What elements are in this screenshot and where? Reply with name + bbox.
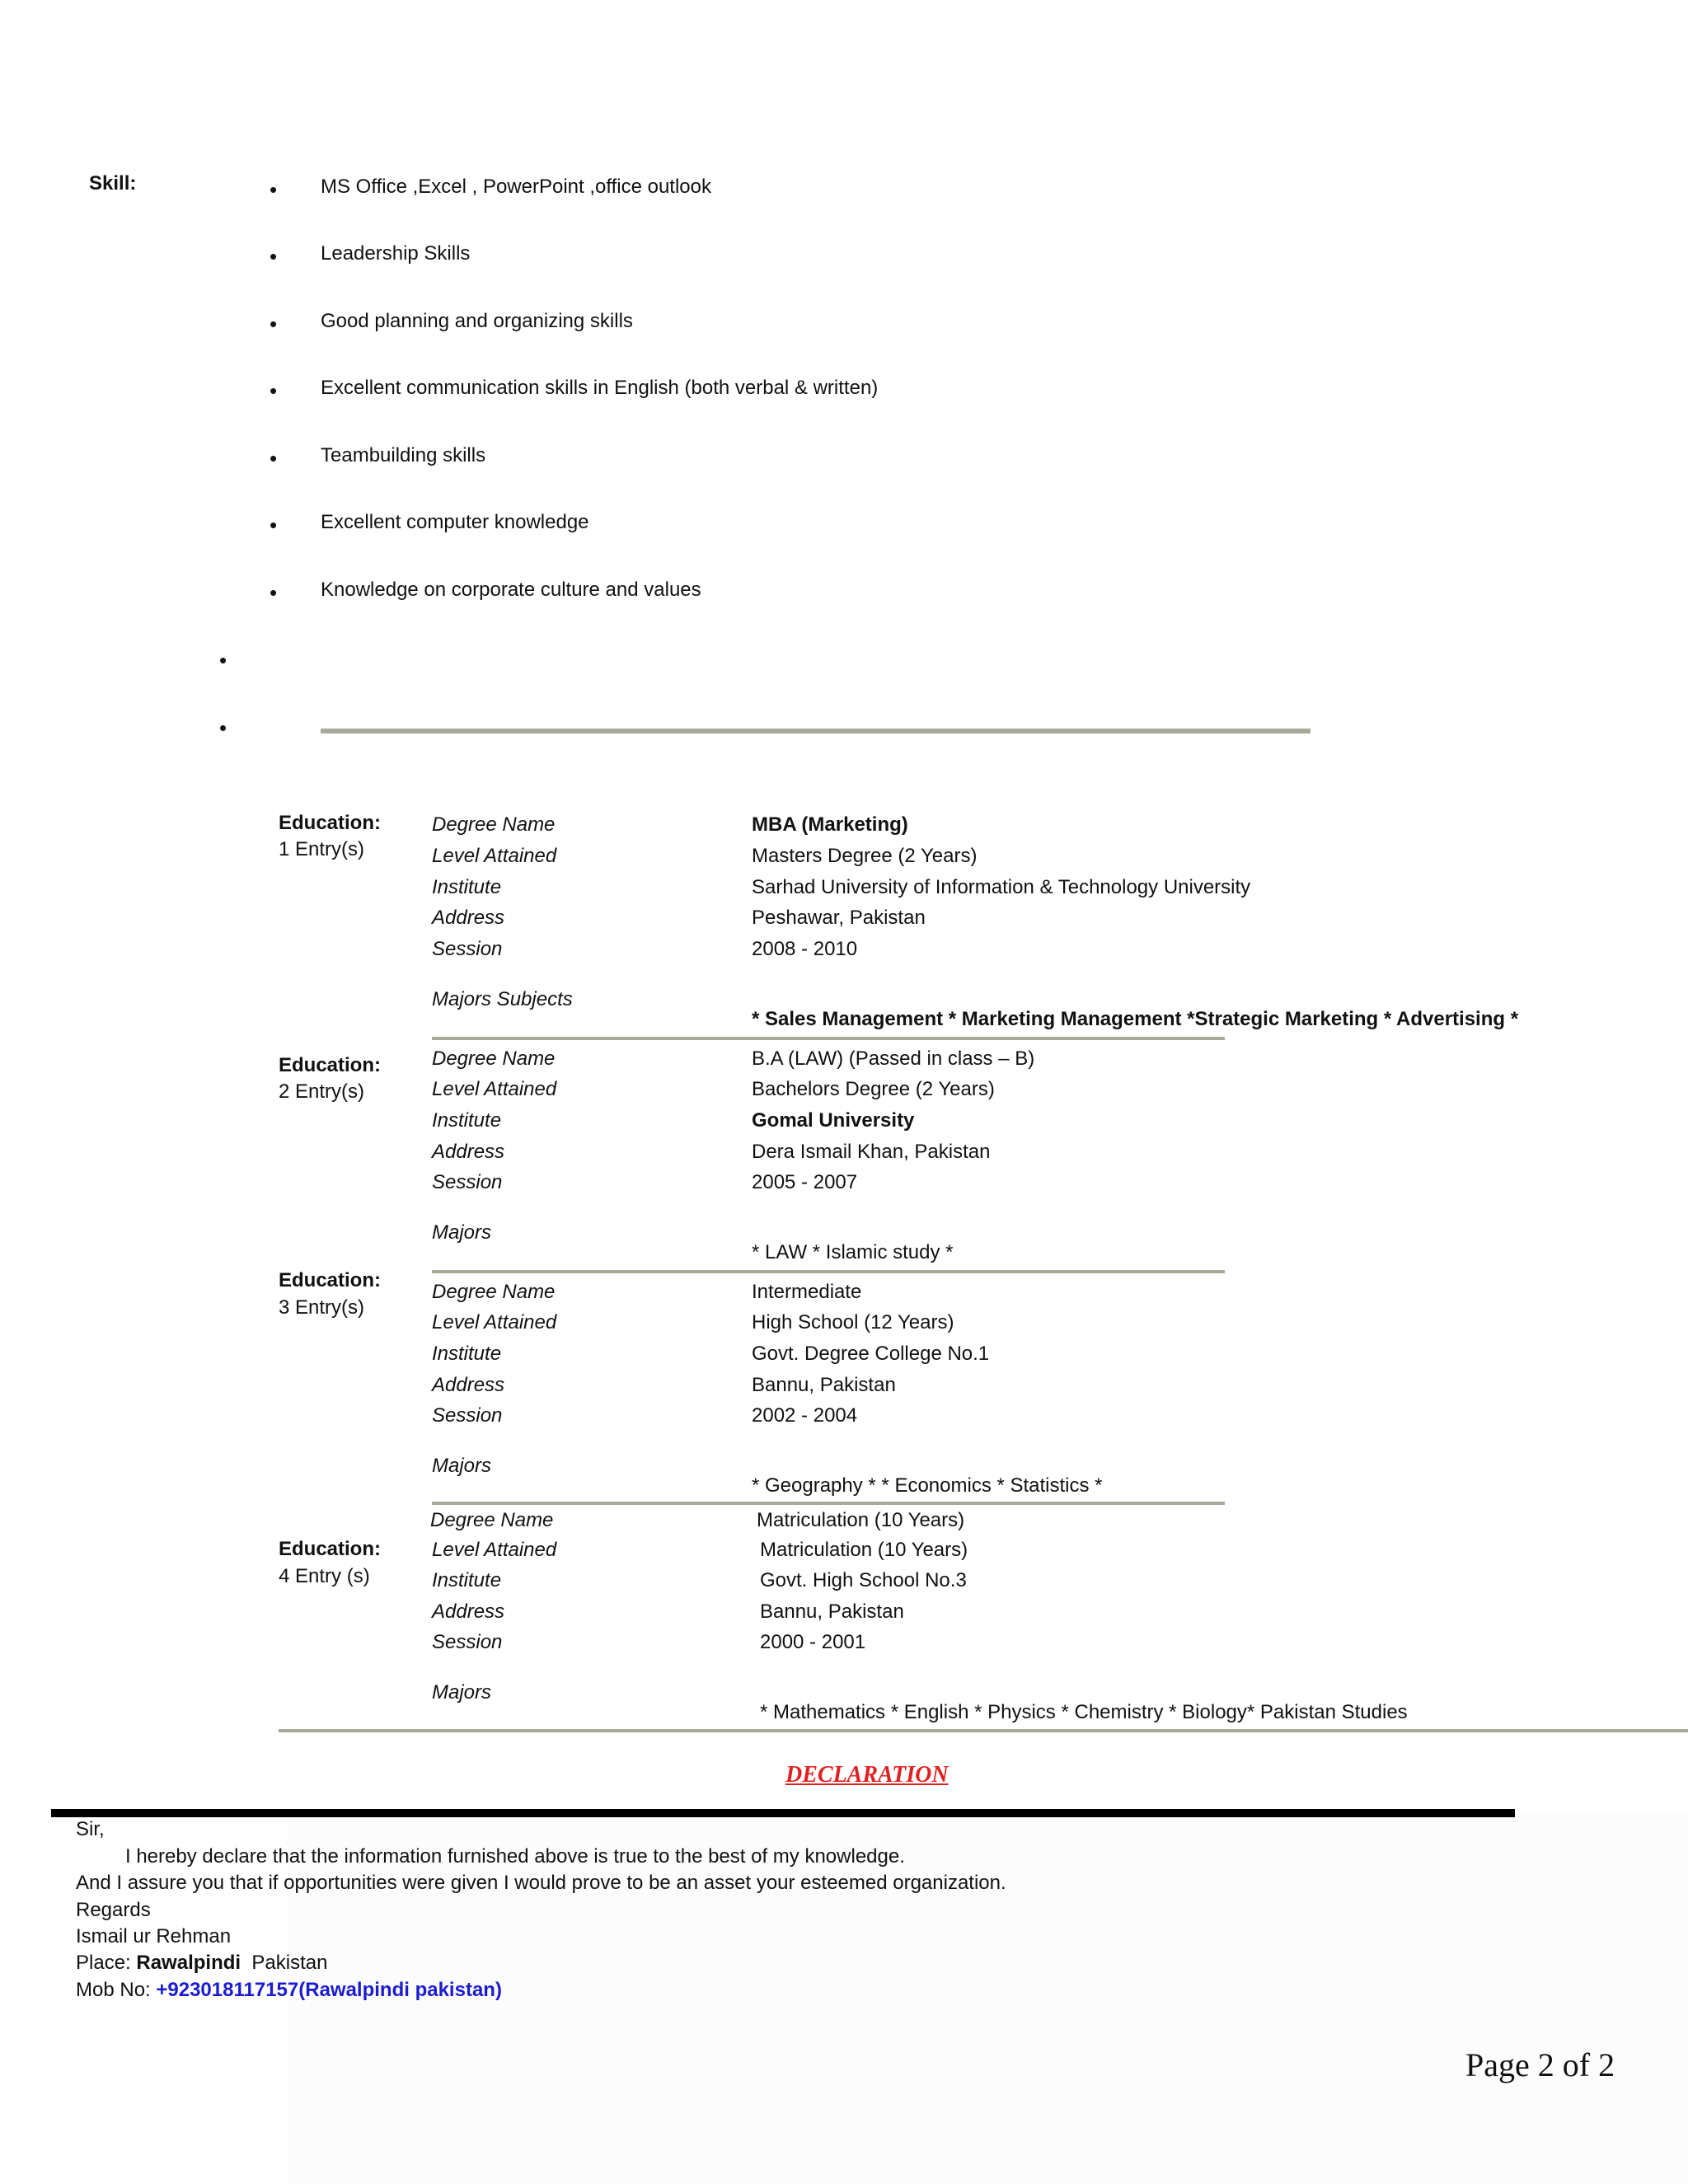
field-value: Matriculation (10 Years) [760, 1539, 968, 1561]
field-label: Address [432, 907, 505, 929]
mobile-label: Mob No: [76, 1979, 151, 2001]
place-city: Rawalpindi [136, 1952, 241, 1974]
bullet-icon: • [219, 715, 227, 740]
field-value: Bannu, Pakistan [752, 1374, 896, 1396]
field-value: Dera Ismail Khan, Pakistan [752, 1141, 991, 1163]
declaration-title: DECLARATION [785, 1762, 949, 1788]
field-label: Degree Name [430, 1509, 554, 1531]
field-label: Session [432, 1404, 503, 1427]
declaration-bar [51, 1809, 1515, 1817]
field-label: Degree Name [432, 813, 556, 836]
bullet-icon: • [270, 580, 278, 605]
field-label: Level Attained [432, 1078, 557, 1100]
field-label: Level Attained [432, 1539, 557, 1561]
field-label: Session [432, 1171, 503, 1193]
field-label: Institute [432, 876, 502, 898]
field-label: Institute [432, 1569, 502, 1591]
skill-heading: Skill: [89, 172, 137, 194]
skill-item: MS Office ,Excel , PowerPoint ,office outlook [321, 176, 711, 198]
field-value: 2005 - 2007 [752, 1171, 858, 1193]
education-entry-count: 3 Entry(s) [279, 1296, 365, 1319]
majors-value: * Sales Management * Marketing Management *Strategic Marketing * Advertising * [752, 1008, 1519, 1030]
majors-label: Majors Subjects [432, 988, 573, 1010]
field-label: Session [432, 1631, 503, 1653]
skill-item: Excellent computer knowledge [321, 511, 589, 533]
field-value: High School (12 Years) [752, 1311, 954, 1333]
skill-item: Good planning and organizing skills [321, 310, 633, 332]
declaration-mobile [76, 1978, 502, 2003]
field-value: 2008 - 2010 [752, 938, 858, 960]
field-label: Level Attained [432, 845, 557, 867]
education-entry-count: 2 Entry(s) [279, 1080, 365, 1103]
bullet-icon: • [270, 312, 278, 336]
skill-item: Teambuilding skills [321, 444, 486, 466]
field-value: 2000 - 2001 [760, 1631, 866, 1653]
field-value: Bannu, Pakistan [760, 1601, 904, 1623]
bullet-icon: • [270, 378, 278, 403]
field-value: Govt. Degree College No.1 [752, 1343, 990, 1365]
education-heading: Education: [279, 1538, 381, 1560]
page-number: Page 2 of 2 [1465, 2046, 1615, 2083]
majors-label: Majors [432, 1681, 492, 1704]
skill-item: Excellent communication skills in English (both verbal & written) [321, 377, 879, 399]
declaration-line-2: And I assure you that if opportunities were given I would prove to be an asset your esteemed organization. [76, 1872, 1006, 1894]
field-value: Peshawar, Pakistan [752, 907, 926, 929]
bullet-icon: • [219, 648, 227, 673]
declaration-regards: Regards [76, 1899, 151, 1921]
skill-item: Leadership Skills [321, 242, 471, 265]
field-label: Level Attained [432, 1311, 557, 1333]
bullet-icon: • [270, 446, 278, 471]
field-value: Masters Degree (2 Years) [752, 845, 978, 867]
place-label: Place: [76, 1952, 131, 1974]
field-label: Session [432, 938, 503, 960]
field-value: MBA (Marketing) [752, 813, 908, 836]
skill-item: Knowledge on corporate culture and values [321, 579, 701, 601]
section-divider [321, 729, 1311, 733]
bullet-icon: • [270, 513, 278, 537]
declaration-salutation: Sir, [76, 1818, 105, 1840]
mobile-number: +923018117157(Rawalpindi pakistan) [156, 1979, 502, 2001]
field-value: Matriculation (10 Years) [757, 1509, 965, 1531]
bullet-icon: • [270, 177, 278, 202]
field-value: Gomal University [752, 1109, 915, 1132]
field-label: Degree Name [432, 1281, 556, 1303]
field-label: Institute [432, 1343, 502, 1365]
education-heading: Education: [279, 1054, 381, 1076]
entry-divider [432, 1270, 1225, 1273]
entry-divider [432, 1037, 1225, 1040]
field-label: Degree Name [432, 1047, 556, 1070]
majors-label: Majors [432, 1455, 492, 1477]
field-value: 2002 - 2004 [752, 1404, 858, 1427]
field-label: Address [432, 1374, 505, 1396]
bullet-icon: • [270, 244, 278, 269]
majors-label: Majors [432, 1221, 492, 1244]
education-heading: Education: [279, 1269, 381, 1291]
field-value: B.A (LAW) (Passed in class – B) [752, 1047, 1035, 1070]
education-entry-count: 1 Entry(s) [279, 838, 365, 860]
field-label: Address [432, 1601, 505, 1623]
place-country: Pakistan [251, 1952, 328, 1974]
majors-value: * Mathematics * English * Physics * Chemistry * Biology* Pakistan Studies [760, 1701, 1408, 1723]
majors-value: * Geography * * Economics * Statistics * [752, 1474, 1103, 1497]
field-label: Institute [432, 1109, 502, 1132]
field-value: Sarhad University of Information & Technology University [752, 876, 1251, 898]
declaration-name: Ismail ur Rehman [76, 1925, 232, 1947]
field-label: Address [432, 1141, 505, 1163]
field-value: Govt. High School No.3 [760, 1569, 967, 1591]
entry-divider [432, 1502, 1225, 1505]
education-entry-count: 4 Entry (s) [279, 1565, 370, 1587]
declaration-place [76, 1951, 327, 1975]
field-value: Intermediate [752, 1281, 862, 1303]
education-end-divider [279, 1729, 1688, 1732]
field-value: Bachelors Degree (2 Years) [752, 1078, 995, 1100]
declaration-line-1: I hereby declare that the information furnished above is true to the best of my knowledge. [125, 1845, 905, 1868]
education-heading: Education: [279, 812, 381, 834]
majors-value: * LAW * Islamic study * [752, 1241, 954, 1263]
